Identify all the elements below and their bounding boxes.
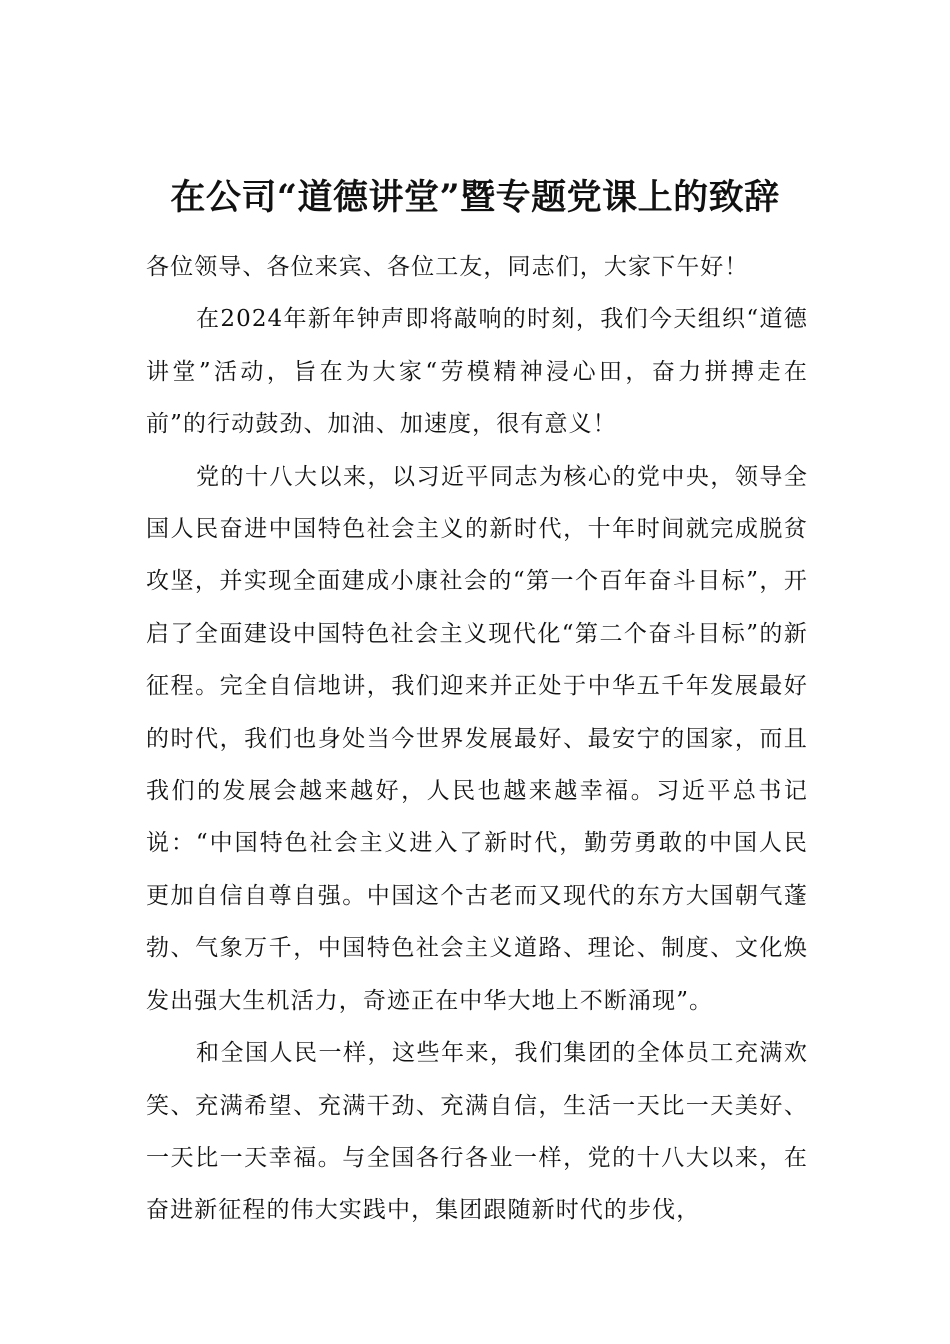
paragraph-1: 在2024年新年钟声即将敲响的时刻，我们今天组织“道德讲堂”活动，旨在为大家“劳模精神浸心田，奋力拼搏走在前”的行动鼓劲、加油、加速度，很有意义！ <box>146 306 808 438</box>
paragraph-2: 党的十八大以来，以习近平同志为核心的党中央，领导全国人民奋进中国特色社会主义的新时代，十年时间就完成脱贫攻坚，并实现全面建成小康社会的“第一个百年奋斗目标”，开启了全面建设中国特色社会主义现代化“第二个奋斗目标”的新征程。完全自信地讲，我们迎来并正处于中华五千年发展最好的时代，我们也身处当今世界发展最好、最安宁的国家，而且我们的发展会越来越好，人民也越来越幸福。习近平总书记说：“中国特色社会主义进入了新时代，勤劳勇敢的中国人民更加自信自尊自强。中国这个古老而又现代的东方大国朝气蓬勃、气象万千，中国特色社会主义道路、理论、制度、文化焕发出强大生机活力，奇迹正在中华大地上不断涌现”。 <box>146 463 808 1014</box>
paragraph-3: 和全国人民一样，这些年来，我们集团的全体员工充满欢笑、充满希望、充满干劲、充满自信，生活一天比一天美好、一天比一天幸福。与全国各行各业一样，党的十八大以来，在奋进新征程的伟大实践中，集团跟随新时代的步伐， <box>146 1040 808 1224</box>
document-body <box>146 241 808 1237</box>
salutation: 各位领导、各位来宾、各位工友，同志们，大家下午好！ <box>146 254 749 280</box>
document-title: 在公司“道德讲堂”暨专题党课上的致辞 <box>170 177 780 218</box>
